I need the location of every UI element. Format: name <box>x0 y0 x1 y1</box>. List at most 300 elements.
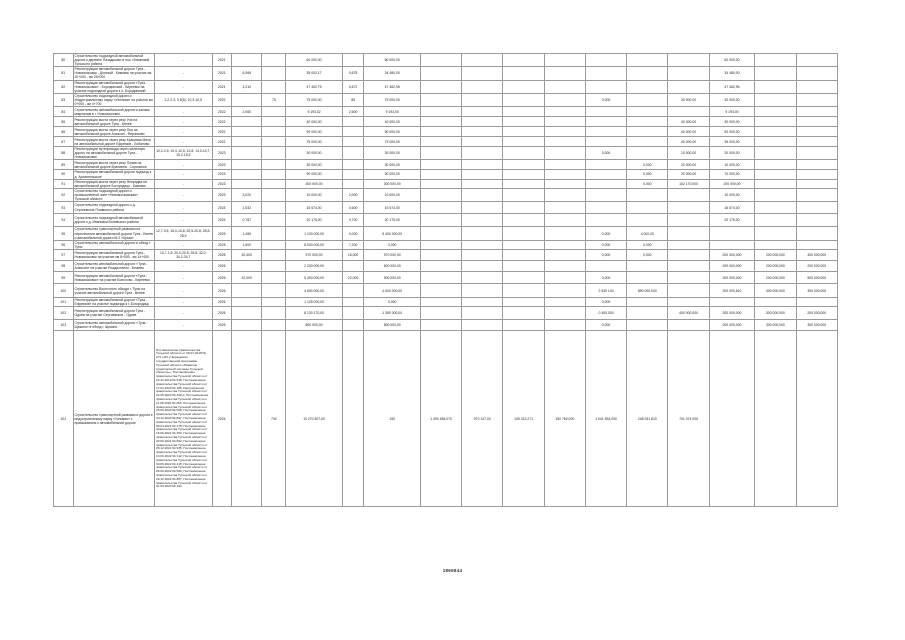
table-cell <box>503 179 544 188</box>
table-cell <box>462 170 503 179</box>
table-cell: 300 000,000 <box>796 284 837 298</box>
row-number-cell: 98 <box>54 261 74 272</box>
table-cell <box>544 179 585 188</box>
table-cell <box>585 54 626 67</box>
table-cell: 0,000 <box>627 160 668 170</box>
table-cell: 0,000 <box>627 170 668 179</box>
table-cell <box>503 188 544 201</box>
table-cell: 2022 <box>212 93 232 106</box>
table-cell: 1 000 456,070 <box>420 331 461 507</box>
table-cell <box>544 147 585 160</box>
table-cell <box>503 320 544 331</box>
table-cell <box>462 214 503 227</box>
table-cell: 40 000,00 <box>668 127 709 137</box>
table-cell: 150 760,000 <box>544 331 585 507</box>
table-cell <box>585 214 626 227</box>
table-cell <box>585 170 626 179</box>
table-cell: 2026 <box>212 307 232 320</box>
table-cell <box>342 54 364 67</box>
table-cell <box>462 250 503 261</box>
table-cell: 200 000,000 <box>755 261 796 272</box>
table-cell <box>462 284 503 298</box>
table-cell <box>544 160 585 170</box>
table-cell <box>462 117 503 127</box>
table-cell: 2024 <box>212 202 232 214</box>
table-cell: 200 000,610 <box>709 284 755 298</box>
table-cell: 40 000,00 <box>364 117 420 127</box>
table-cell: 600 000,00 <box>364 261 420 272</box>
table-row <box>54 202 838 214</box>
table-cell <box>342 127 364 137</box>
table-cell <box>503 147 544 160</box>
table-cell: 30 000,00 <box>286 147 342 160</box>
table-row <box>54 227 838 241</box>
table-cell: 300 000,000 <box>755 320 796 331</box>
table-cell <box>232 170 262 179</box>
table-row <box>54 93 838 106</box>
table-cell <box>755 117 796 127</box>
table-cell <box>420 188 461 201</box>
table-cell <box>262 320 286 331</box>
table-cell <box>503 214 544 227</box>
table-cell: Строительство транспортной развязки и дороги к индустриальному парку «Узловая» с примыканием к автомобильной дороге <box>73 331 154 507</box>
table-cell <box>420 307 461 320</box>
table-cell <box>503 67 544 80</box>
table-cell: 2026 <box>212 272 232 284</box>
table-cell: 35 000,00 <box>709 137 755 147</box>
table-cell <box>232 147 262 160</box>
table-row <box>54 170 838 179</box>
table-cell <box>342 261 364 272</box>
table-cell: 5 400 000,00 <box>286 272 342 284</box>
table-cell <box>668 227 709 241</box>
page-number: 1866844 <box>442 568 463 573</box>
table-cell <box>755 179 796 188</box>
table-cell: 2026 <box>212 320 232 331</box>
table-cell <box>262 54 286 67</box>
table-cell <box>755 202 796 214</box>
table-cell <box>462 272 503 284</box>
table-cell: 47 462,96 <box>709 80 755 93</box>
row-number-cell: 83 <box>54 93 74 106</box>
table-cell <box>462 241 503 250</box>
table-cell: - <box>154 261 212 272</box>
table-cell: - <box>154 80 212 93</box>
table-cell: 2,2-2,3; 3,5(5); 10,3-10,5 <box>154 93 212 106</box>
table-cell: 7,200 <box>342 241 364 250</box>
table-cell: 200 000,000 <box>709 261 755 272</box>
row-number-cell: 81 <box>54 67 74 80</box>
table-cell <box>796 137 837 147</box>
object-name-cell: Реконструкция автомобильной дороги «Тула - Новомосковск» на участке Болохово - Киреевск <box>73 272 154 284</box>
object-name-cell: Реконструкция моста через реку Красивая Меча на автомобильной дороге Ефремов - Лобаново <box>73 137 154 147</box>
table-cell: 200 000,00 <box>709 179 755 188</box>
table-cell: 2023 <box>212 160 232 170</box>
table-cell <box>796 241 837 250</box>
table-cell: 0,000 <box>585 272 626 284</box>
table-cell: 300 000,000 <box>796 320 837 331</box>
table-cell: 6,065 <box>232 67 262 80</box>
table-cell <box>796 117 837 127</box>
table-cell <box>232 307 262 320</box>
table-cell: 8 120 170,00 <box>286 307 342 320</box>
table-cell <box>627 137 668 147</box>
row-number-cell: 82 <box>54 80 74 93</box>
table-row <box>54 179 838 188</box>
table-cell <box>627 147 668 160</box>
object-name-cell: Реконструкция моста через реку Упа на автомобильной дороге Тула - Белев <box>73 117 154 127</box>
table-cell <box>342 307 364 320</box>
table-cell <box>420 127 461 137</box>
object-name-cell: Строительство транспортной развязки на пересечении автомобильной дороги Тула - Белев и автомобильной дороги М-2 «Крым» <box>74 227 153 240</box>
table-cell: 105 312,271 <box>503 331 544 507</box>
table-cell <box>668 320 709 331</box>
table-cell <box>627 117 668 127</box>
table-cell <box>420 117 461 127</box>
table-cell: - <box>154 107 212 117</box>
table-cell <box>627 67 668 80</box>
table-cell: 2,000 <box>342 188 364 201</box>
table-cell <box>544 107 585 117</box>
table-cell: 150 <box>364 331 420 507</box>
table-cell <box>462 80 503 93</box>
table-cell <box>503 202 544 214</box>
table-cell: 2,600 <box>342 107 364 117</box>
table-cell: 2022 <box>212 137 232 147</box>
table-row <box>54 54 838 67</box>
table-cell: 0,672 <box>342 80 364 93</box>
table-cell <box>627 188 668 201</box>
table-cell <box>262 261 286 272</box>
table-cell <box>420 272 461 284</box>
table-cell <box>462 93 503 106</box>
table-cell <box>420 320 461 331</box>
table-row-large <box>54 331 838 507</box>
table-cell: 75 000,00 <box>364 93 420 106</box>
table-cell: 30 000,00 <box>709 117 755 127</box>
table-cell: 16 574,00 <box>709 202 755 214</box>
table-cell <box>544 261 585 272</box>
table-cell <box>262 107 286 117</box>
table-cell <box>420 93 461 106</box>
table-cell <box>709 227 755 241</box>
table-cell: 200 000,000 <box>709 272 755 284</box>
table-cell: 248 031 810 <box>627 331 668 507</box>
table-cell: 300 000,00 <box>286 179 342 188</box>
table-cell <box>709 331 755 507</box>
table-cell: 75 000,00 <box>286 137 342 147</box>
table-cell <box>796 188 837 201</box>
table-cell: 0,000 <box>627 241 668 250</box>
row-number-cell: 89 <box>54 160 74 170</box>
table-cell <box>262 80 286 93</box>
table-cell: 900 000,00 <box>364 272 420 284</box>
table-cell <box>627 127 668 137</box>
object-name-cell: Реконструкция моста через реку Ока на автомобильной дороге Алексин - Ферзиково <box>73 127 154 137</box>
table-cell <box>262 307 286 320</box>
table-cell: 10,7-1,5; 20,0-20,5; 25,8; 32,0; 34,2-34,7 <box>154 250 212 261</box>
table-cell <box>420 147 461 160</box>
table-cell <box>462 202 503 214</box>
table-cell: 1 100 000,00 <box>286 227 342 241</box>
table-cell <box>342 160 364 170</box>
table-cell <box>420 214 461 227</box>
table-cell <box>503 127 544 137</box>
table-cell <box>627 202 668 214</box>
table-cell <box>668 214 709 227</box>
table-cell <box>755 298 796 307</box>
table-cell <box>503 54 544 67</box>
table-cell: 20 000,00 <box>668 160 709 170</box>
table-cell: 40 000,00 <box>286 117 342 127</box>
object-name-cell: Реконструкция автомобильной дороги «Тула - Новомосковск» - Бородинский - Киреевск на участке подъездной дороги к п. Бородинский <box>73 80 154 93</box>
table-cell <box>755 214 796 227</box>
table-cell <box>262 127 286 137</box>
table-cell: 2025 <box>212 227 232 241</box>
table-cell: - <box>154 298 212 307</box>
row-number-cell: 90 <box>54 170 74 179</box>
table-cell: 20 000,00 <box>668 170 709 179</box>
table-cell: 1,456 <box>232 227 262 241</box>
table-cell: 35 002,17 <box>286 67 342 80</box>
table-cell: 20 175,00 <box>709 214 755 227</box>
row-number-cell: 94 <box>54 214 74 227</box>
table-cell <box>544 272 585 284</box>
table-cell <box>462 307 503 320</box>
table-cell: 4,210 <box>232 80 262 93</box>
table-cell <box>342 298 364 307</box>
row-number-cell: 86 <box>54 127 74 137</box>
table-cell <box>544 117 585 127</box>
row-number-cell: 84 <box>54 107 74 117</box>
table-cell: 2025 <box>212 241 232 250</box>
table-cell <box>796 127 837 137</box>
table-cell <box>232 137 262 147</box>
table-cell: 90 000,00 <box>286 127 342 137</box>
table-cell <box>668 107 709 117</box>
table-cell <box>796 227 837 241</box>
object-name-cell: Строительство Восточного обхода г. Тулы на участке автомобильной дороги Тула - Венев <box>73 284 154 298</box>
table-cell <box>462 298 503 307</box>
table-cell <box>232 331 262 507</box>
table-cell <box>755 67 796 80</box>
table-cell <box>462 107 503 117</box>
table-cell <box>627 320 668 331</box>
table-cell: 1 041 594,000 <box>585 331 626 507</box>
table-cell <box>755 170 796 179</box>
table-cell <box>796 147 837 160</box>
table-row <box>54 298 838 307</box>
legal-basis-cell: Постановление правительства Тульской области от 08.07.2018 № 271 «Об утверждении государственной программы Тульской области «Развитие транспортной системы Тульской области»»; Постановление правительства Тульской области от 23.12.2019 № 638; Постановление правительства Тульской области от 17.04.2020 № 185; Распоряжение правительства Тульской области от 22.05.2020 № 340-р; Постановление правительства Тульской области от 11.08.2020 № 454; Постановление правительства Тульской области от 25.09.2020 № 568; Постановление правительства Тульской области от 30.12.2020 № 897; Постановление правительства Тульской области от 09.04.2021 № 178; Постановление правительства Тульской области от 15.06.2021 № 354; Постановление правительства Тульской области от 20.09.2021 № 602; Постановление правительства Тульской области от 28.12.2021 № 935; Постановление правительства Тульской области от 14.03.2022 № 142; Постановление правительства Тульской области от 30.06.2022 № 415; Постановление правительства Тульской области от 26.09.2022 № 590; Постановление правительства Тульской области от 29.12.2022 № 887; Постановление правительства Тульской области от 31.03.2023 № 164 <box>154 331 212 507</box>
object-name-cell: Строительство подъездной автомобильной дороги к деревне Пазадьково и пос. Ильинский Тульского района <box>73 54 154 67</box>
table-cell <box>262 170 286 179</box>
table-cell <box>342 117 364 127</box>
table-cell: 0,000 <box>342 227 364 241</box>
row-number-cell: 96 <box>54 241 74 250</box>
object-name-cell: Реконструкция автомобильной дороги Тула - Новомосковск - Донской - Кимовск на участке км 10+000 - км 25+000 <box>73 67 154 80</box>
table-cell <box>585 179 626 188</box>
investment-program-table <box>53 53 838 507</box>
table-cell <box>420 107 461 117</box>
table-cell <box>755 227 796 241</box>
table-cell <box>503 227 544 241</box>
table-cell: - <box>154 188 212 201</box>
object-name-cell: Реконструкция моста через реку Непрядва на автомобильной дороге Богородицк - Кимовск <box>73 179 154 188</box>
table-cell <box>796 298 837 307</box>
row-number-cell: 95 <box>54 227 74 241</box>
table-cell: 890 000,000 <box>627 284 668 298</box>
table-cell <box>462 227 503 241</box>
table-cell <box>262 67 286 80</box>
table-cell <box>262 117 286 127</box>
table-cell <box>503 107 544 117</box>
table-cell: 50 000,00 <box>709 127 755 137</box>
table-cell: 47 462,75 <box>286 80 342 93</box>
table-row <box>54 127 838 137</box>
object-name-cell: Реконструкция автомобильной дороги «Тула - Ефремов» на участке подъезда к г. Богородицк <box>73 298 154 307</box>
table-cell: - <box>154 214 212 227</box>
row-number-cell: 92 <box>54 188 74 201</box>
table-cell <box>627 307 668 320</box>
table-cell: 500 000,000 <box>796 272 837 284</box>
table-cell <box>262 241 286 250</box>
table-cell: - <box>154 320 212 331</box>
table-row <box>54 320 838 331</box>
table-cell: 9 193,00 <box>709 107 755 117</box>
table-cell: 60 000,00 <box>364 54 420 67</box>
table-cell <box>544 137 585 147</box>
object-name-cell: Строительство автомобильной дороги «Тула - Щекино» в обход г. Щекино <box>73 320 154 331</box>
table-cell: 4 000,00 <box>627 227 668 241</box>
table-cell: 30 000,00 <box>709 93 755 106</box>
table-cell: - <box>154 284 212 298</box>
table-cell <box>755 241 796 250</box>
table-cell: - <box>154 241 212 250</box>
table-cell <box>262 227 286 241</box>
table-cell: 16 574,00 <box>364 202 420 214</box>
table-row <box>54 241 838 250</box>
table-cell <box>755 188 796 201</box>
table-cell: 10 000,00 <box>668 147 709 160</box>
table-cell <box>462 188 503 201</box>
table-cell: - <box>154 179 212 188</box>
table-cell <box>342 331 364 507</box>
table-cell <box>544 80 585 93</box>
table-cell <box>232 127 262 137</box>
table-cell: 8 000 000,00 <box>286 241 342 250</box>
table-cell: 30 000,00 <box>286 160 342 170</box>
table-row <box>54 147 838 160</box>
table-cell: 200 000,000 <box>709 250 755 261</box>
table-cell: 12,7-3,5; 16,0-16,8; 20,5-20,8; 28,8-28,9 <box>154 227 212 241</box>
table-cell <box>796 179 837 188</box>
row-number-cell: 99 <box>54 272 74 284</box>
table-cell: 1,500 <box>232 241 262 250</box>
table-cell: 300 000,000 <box>755 284 796 298</box>
table-cell: 2026 <box>212 261 232 272</box>
table-cell <box>668 272 709 284</box>
table-cell: 16 574,00 <box>286 202 342 214</box>
table-cell <box>627 107 668 117</box>
table-cell <box>262 284 286 298</box>
table-cell: - <box>154 202 212 214</box>
table-cell <box>627 272 668 284</box>
table-cell: 0,000 <box>364 298 420 307</box>
object-name-cell: Реконструкция автомобильной дороги Тула - Одоев на участке Сергиевское - Одоев <box>73 307 154 320</box>
table-cell: 2 200 000,00 <box>286 261 342 272</box>
table-cell <box>232 93 262 106</box>
table-cell: 20 175,00 <box>364 214 420 227</box>
table-cell <box>796 331 837 507</box>
table-cell: 0,678 <box>342 67 364 80</box>
table-cell: 10 000,00 <box>709 160 755 170</box>
table-cell <box>503 117 544 127</box>
table-cell: 200 000,000 <box>755 250 796 261</box>
table-cell: 2022 <box>212 117 232 127</box>
table-cell: 970 000,00 <box>286 250 342 261</box>
table-cell <box>668 202 709 214</box>
table-cell <box>420 67 461 80</box>
table-cell <box>232 117 262 127</box>
table-cell: 200 000,000 <box>709 307 755 320</box>
table-cell <box>544 127 585 137</box>
table-cell <box>342 137 364 147</box>
table-cell <box>585 80 626 93</box>
table-cell <box>232 284 262 298</box>
table-cell <box>232 320 262 331</box>
table-cell <box>420 80 461 93</box>
table-cell: 2026 <box>212 284 232 298</box>
table-cell: 75 <box>262 93 286 106</box>
table-cell <box>544 54 585 67</box>
table-cell <box>503 137 544 147</box>
row-number-cell: 100 <box>54 284 74 298</box>
object-name-cell: Строительство автомобильной дороги «Тула - Алексин» на участке Рождествено - Бежево <box>73 261 154 272</box>
object-name-cell: Реконструкция автомобильной дороги подъезд к д. Архангельское <box>73 170 154 179</box>
table-cell <box>668 284 709 298</box>
table-cell: 47 462,96 <box>364 80 420 93</box>
table-cell <box>462 160 503 170</box>
table-cell: - <box>154 160 212 170</box>
table-cell <box>755 93 796 106</box>
table-cell <box>668 261 709 272</box>
table-cell: - <box>154 170 212 179</box>
row-number-cell: 97 <box>54 250 74 261</box>
table-cell: 3,020 <box>232 188 262 201</box>
table-cell <box>709 241 755 250</box>
table-cell <box>709 298 755 307</box>
object-name-cell: Реконструкция моста через реку Плава на автомобильной дороге Крапивна - Сорочинка <box>73 160 154 170</box>
table-cell: 30 000,00 <box>668 93 709 106</box>
table-cell: 2023 <box>212 170 232 179</box>
table-cell: 2026 <box>212 298 232 307</box>
table-cell: 740 <box>262 331 286 507</box>
object-name-cell: Строительство автомобильной дороги к жилым кварталам в г. Новомосковск <box>73 107 154 117</box>
table-cell <box>503 261 544 272</box>
table-cell: 970 147,00 <box>462 331 503 507</box>
table-cell <box>755 331 796 507</box>
table-cell: 1 350 000,00 <box>364 307 420 320</box>
row-number-cell: 103 <box>54 320 74 331</box>
table-cell <box>796 202 837 214</box>
table-cell: 10,2-2,5; 10,0-10,5; 12,8; 14,0-14,7; 15,2-15,5 <box>154 147 212 160</box>
table-cell: 2024 <box>212 214 232 227</box>
table-cell: 20,400 <box>232 250 262 261</box>
table-cell: 90 000,00 <box>364 170 420 179</box>
table-cell: 0,000 <box>364 241 420 250</box>
table-cell <box>796 214 837 227</box>
table-cell: 10 270 507,00 <box>286 331 342 507</box>
